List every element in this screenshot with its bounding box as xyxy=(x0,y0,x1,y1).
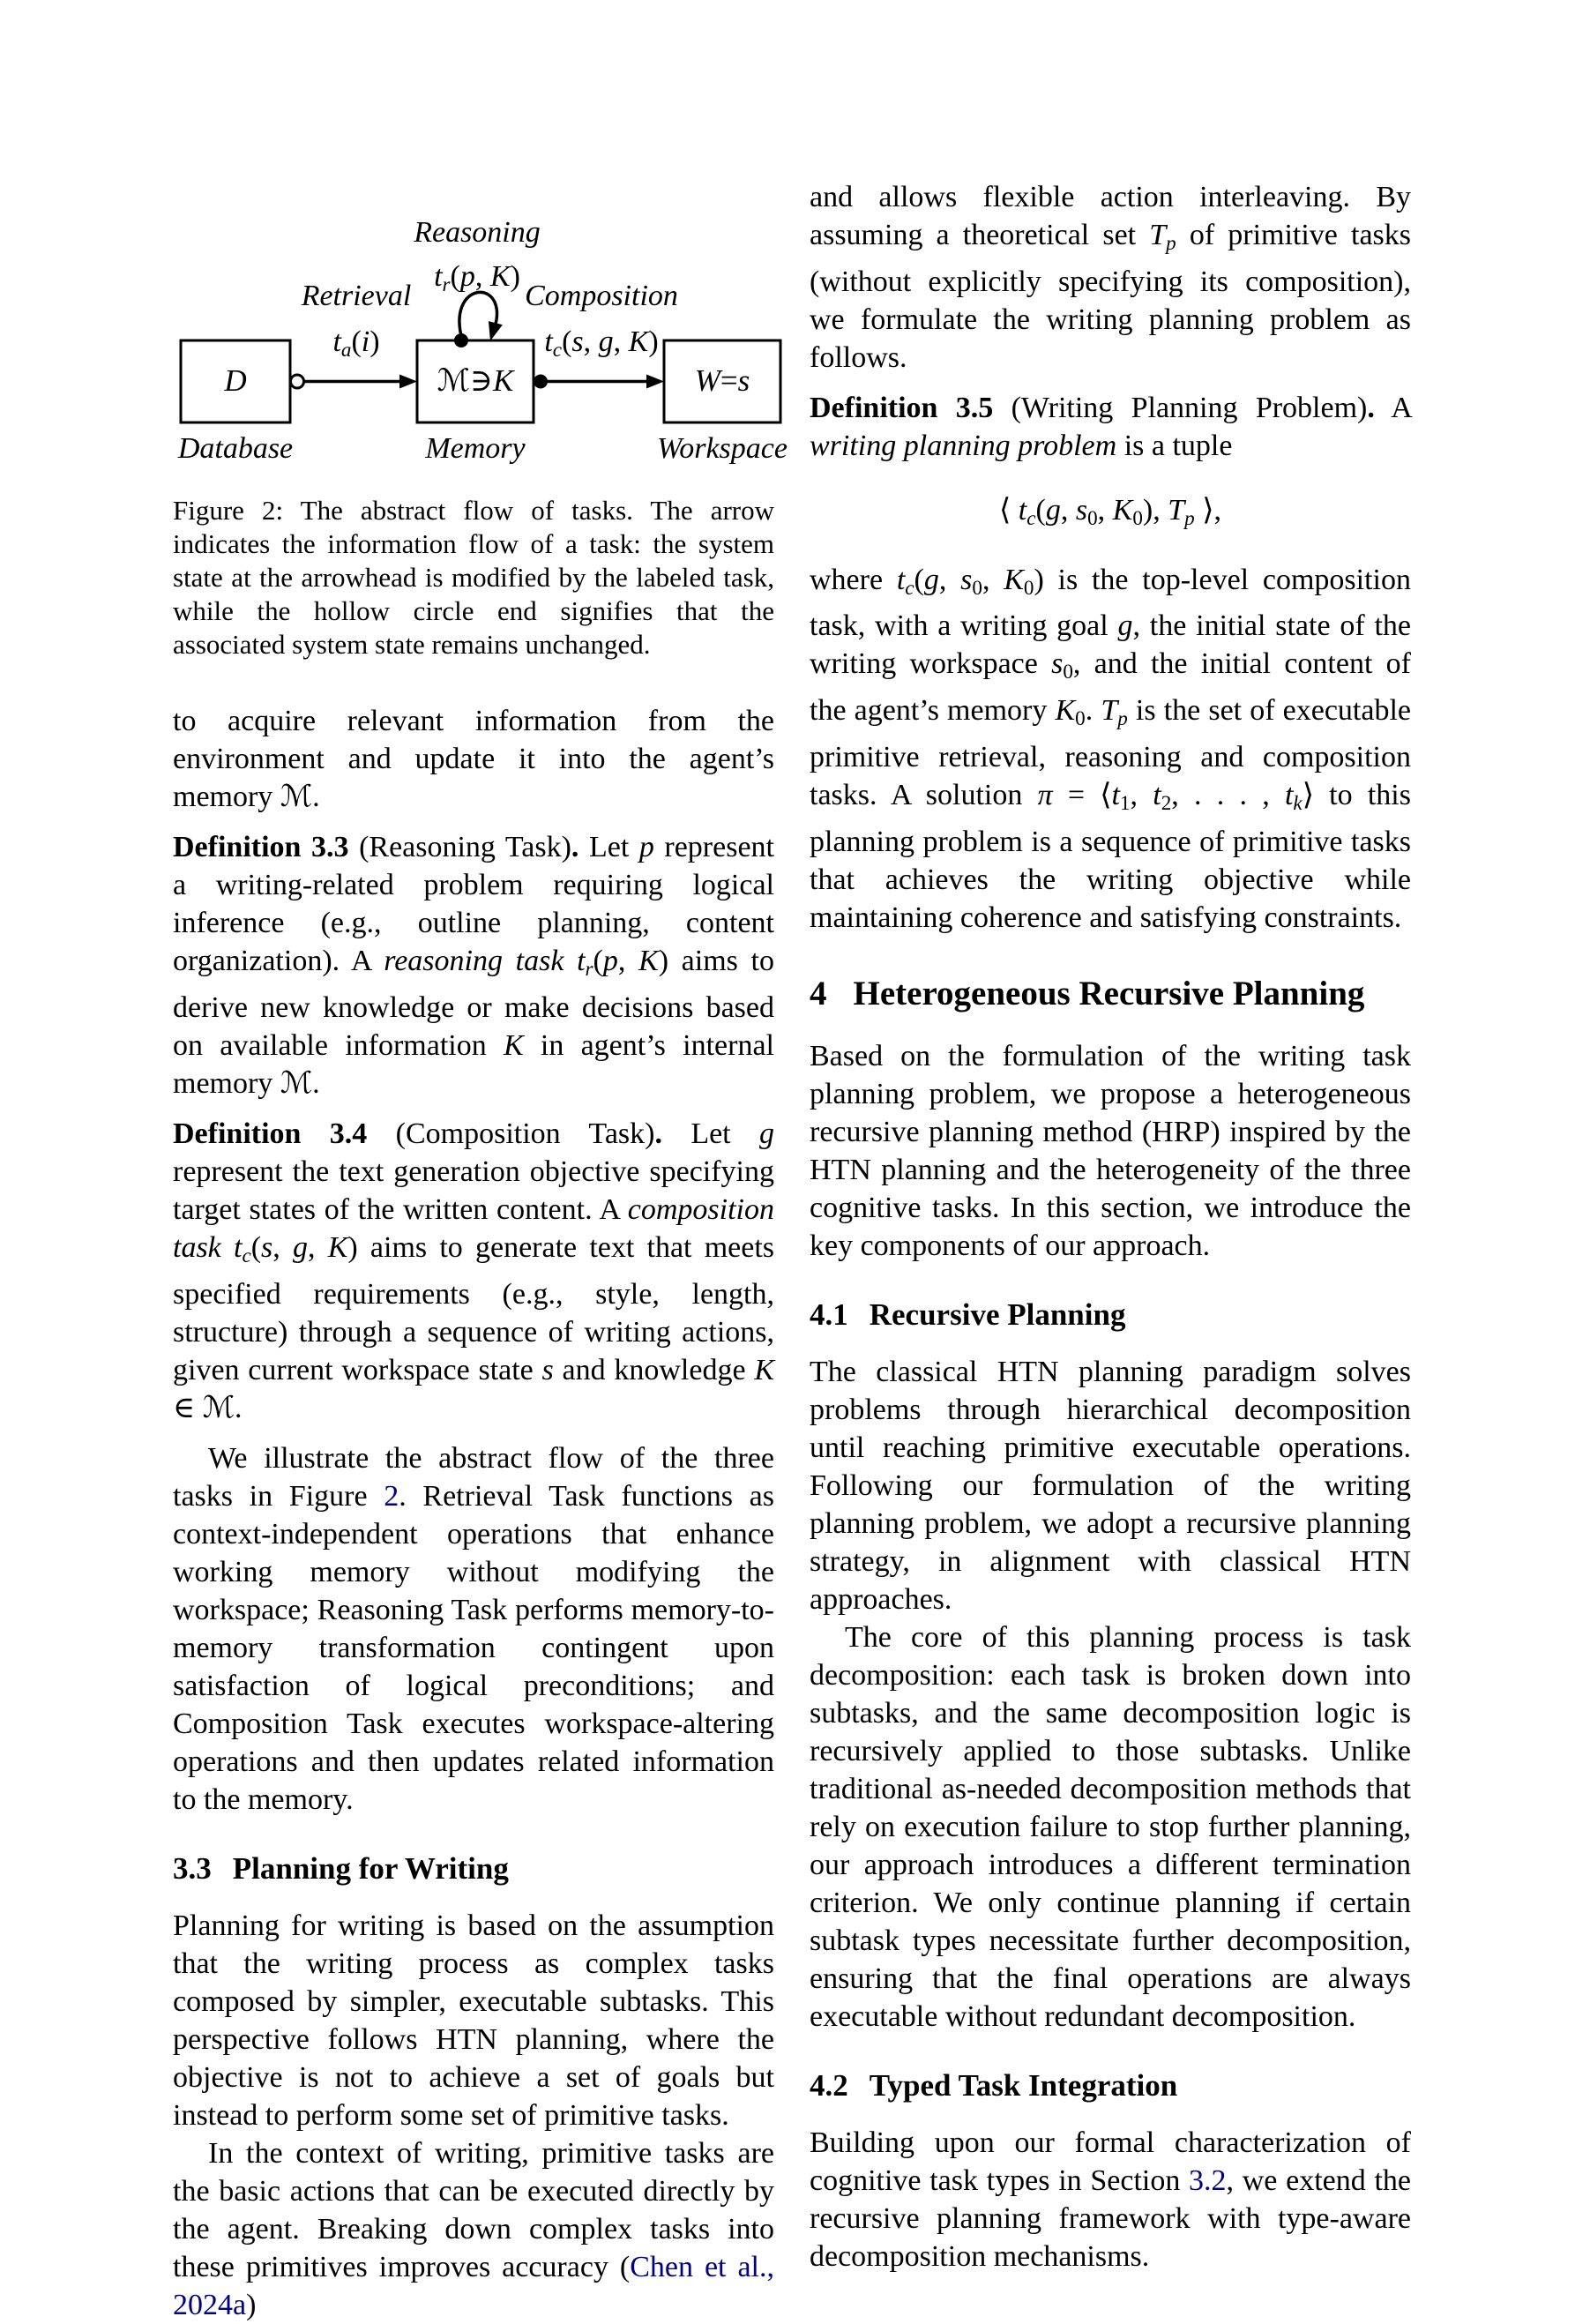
text-run: represent the text generation objective specifying target states of the written content. A xyxy=(173,1155,774,1226)
text-run: aims to derive new knowledge or make decisions based on available information xyxy=(173,945,774,1062)
text-run: r xyxy=(442,273,451,296)
text-run: In the context of writing, primitive tasks are the basic actions that can be executed directly by the agent. Breaking down complex tasks into these primitives improves accuracy ( xyxy=(173,2136,774,2283)
text-run: of primitive tasks (without explicitly specifying its composition), we formulate the writing planning problem as follows. xyxy=(810,219,1411,374)
text-run: a xyxy=(340,338,352,362)
text-run: Let xyxy=(578,831,639,863)
text-run: , xyxy=(272,1230,293,1264)
composition-edge-formula xyxy=(504,325,698,362)
text-run: , . . . , xyxy=(1171,778,1285,811)
text-run: p xyxy=(459,260,475,293)
text-run: π xyxy=(1037,778,1053,811)
text-run: ∋ xyxy=(470,363,493,399)
text-run: ⟨ xyxy=(999,493,1019,527)
text-run: ) xyxy=(1034,563,1044,596)
text-run: = xyxy=(720,363,738,399)
text-run: K xyxy=(489,260,511,293)
text-run: ∈ ℳ. xyxy=(173,1391,243,1424)
text-run: = ⟨ xyxy=(1052,778,1112,811)
text-run: s xyxy=(1075,493,1088,527)
figure-2-diagram xyxy=(173,212,786,480)
section-heading-4 xyxy=(810,974,1411,1014)
text-run: is the top-level composition task, with a writing goal xyxy=(810,563,1411,643)
text-run: , xyxy=(1097,493,1113,527)
inline-link[interactable]: Chen et al., 2024a xyxy=(173,2250,775,2321)
text-run: aims to generate text that meets specified requirements (e.g., style, length, structure) through a sequence of writing actions, given current workspace state xyxy=(173,1230,775,1386)
text-run: 2 xyxy=(1161,791,1172,815)
text-run: composition task xyxy=(173,1192,774,1264)
text-run: ( xyxy=(351,325,362,358)
text-run: , we extend the recursive planning framework with type-aware decomposition mechanisms. xyxy=(810,2163,1411,2273)
text-run: t xyxy=(1153,778,1161,811)
reasoning-edge-label: Reasoning xyxy=(414,216,541,249)
text-run: ) xyxy=(648,325,659,358)
text-run: g xyxy=(1117,609,1133,643)
paragraph-core-decomposition xyxy=(810,1618,1411,2036)
heading-title: Planning for Writing xyxy=(232,1850,509,1886)
text-run: ) xyxy=(510,260,520,293)
text-run: 1 xyxy=(1119,791,1131,815)
text-run: t xyxy=(1284,778,1294,811)
text-run: c xyxy=(242,1244,251,1267)
text-run: p xyxy=(602,945,618,977)
text-run: t xyxy=(233,1230,243,1264)
text-run: represent a writing-related problem requiring logical inference (e.g., outline planning, content organization). A xyxy=(173,831,774,977)
text-run: , the initial state of the writing workspace xyxy=(810,609,1411,681)
retrieval-edge-formula xyxy=(259,325,453,362)
text-run: 0 xyxy=(1087,506,1098,530)
text-run: , xyxy=(307,1230,328,1264)
paragraph-planning-for-writing xyxy=(173,1907,774,2134)
heading-title: Recursive Planning xyxy=(869,1297,1126,1332)
section-heading-3.3 xyxy=(173,1850,774,1887)
text-run: K xyxy=(1055,694,1076,728)
text-run: g xyxy=(292,1230,308,1264)
text-run: s xyxy=(541,1353,554,1386)
text-run: t xyxy=(434,260,443,293)
text-run: to acquire relevant information from the environment and update it into the agent’s memory ℳ. xyxy=(173,705,774,813)
text-run: ( xyxy=(450,260,460,293)
heading-number: 3.3 xyxy=(173,1850,212,1886)
text-run: , xyxy=(1130,778,1153,811)
text-run: Definition 3.3 xyxy=(173,831,349,863)
text-run: . xyxy=(571,831,579,863)
heading-title: Heterogeneous Recursive Planning xyxy=(853,974,1365,1013)
text-run: ( xyxy=(562,325,572,358)
text-run: s xyxy=(960,563,973,596)
text-run: i xyxy=(361,325,370,358)
text-run: (Reasoning Task) xyxy=(348,831,571,863)
text-run: . xyxy=(1367,391,1375,424)
text-run: k xyxy=(1293,791,1303,815)
text-run: s xyxy=(737,363,750,399)
text-run: , xyxy=(938,563,961,596)
paragraph-we-illustrate xyxy=(173,1439,774,1819)
text-run: t xyxy=(1018,493,1027,527)
heading-title: Typed Task Integration xyxy=(869,2067,1178,2103)
text-run: and allows flexible action interleaving. By assuming a theoretical set xyxy=(810,181,1411,251)
composition-arrowhead-icon xyxy=(646,375,664,389)
text-run: K xyxy=(638,945,659,977)
retrieval-edge-label: Retrieval xyxy=(301,280,412,312)
heading-number: 4 xyxy=(810,974,827,1013)
text-run: g xyxy=(923,563,939,596)
text-run: Planning for writing is based on the assumption that the writing process as complex tasks composed by simpler, executable subtasks. This perspective follows HTN planning, where the objective is not to achieve a set of goals but instead to perform some set of primitive tasks. xyxy=(173,1909,774,2132)
paragraph-retrieval-continuation xyxy=(173,702,774,816)
text-run: . xyxy=(654,1117,662,1150)
text-run: t xyxy=(544,325,553,358)
text-run: ), xyxy=(1142,493,1168,527)
text-run: ) xyxy=(658,945,669,977)
text-run: s xyxy=(1051,647,1064,681)
text-run: p xyxy=(1166,231,1176,255)
text-run: r xyxy=(585,957,593,981)
composition-edge-label: Composition xyxy=(525,280,678,312)
text-run: Definition 3.5 xyxy=(810,391,994,424)
text-run: t xyxy=(577,945,586,977)
paragraph-based-on-formulation xyxy=(810,1037,1411,1265)
text-run: K xyxy=(754,1353,774,1386)
text-run: 0 xyxy=(1063,661,1073,684)
right-column-text xyxy=(810,178,1411,2275)
text-run: K xyxy=(1004,563,1024,596)
definition-3-4 xyxy=(173,1115,774,1427)
text-run: The classical HTN planning paradigm solves problems through hierarchical decomposition until reaching primitive executable operations. Following our formulation of the writing planning problem, we adopt a recursive planning strategy, in alignment with classical HTN approaches. xyxy=(810,1355,1411,1616)
definition-3-3 xyxy=(173,828,774,1102)
text-run: , xyxy=(617,945,638,977)
text-run: c xyxy=(552,338,563,362)
text-run: , xyxy=(982,563,1004,596)
paragraph-classical-htn xyxy=(810,1353,1411,1618)
text-run: T xyxy=(1101,694,1118,728)
text-run: p xyxy=(1117,706,1128,730)
text-run: K xyxy=(628,325,649,358)
inline-link[interactable]: 2 xyxy=(384,1479,399,1513)
text-run: , xyxy=(583,325,599,358)
text-run: Building upon our formal characterization of cognitive task types in Section xyxy=(810,2126,1411,2197)
memory-label: Memory xyxy=(425,432,526,465)
text-run: T xyxy=(1149,219,1167,251)
text-run: ⟩, xyxy=(1194,493,1221,527)
text-run: ( xyxy=(914,563,924,596)
paragraph-in-the-context xyxy=(173,2134,774,2324)
text-run: ) xyxy=(347,1230,358,1264)
hollow-circle-end xyxy=(291,375,304,388)
text-run: where xyxy=(810,563,897,596)
text-run: is the set of executable primitive retrieval, reasoning and composition tasks. A solution xyxy=(810,694,1411,811)
text-run: 0 xyxy=(1023,576,1034,600)
text-run: to this planning problem is a sequence of primitive tasks that achieves the writing objective while maintaining coherence and satisfying constraints. xyxy=(810,778,1411,934)
reasoning-arrowhead-icon xyxy=(489,321,503,340)
definition-3-5 xyxy=(810,389,1411,465)
text-run: 0 xyxy=(1132,506,1143,530)
text-run: p xyxy=(1184,506,1195,530)
text-run: p xyxy=(638,831,654,863)
text-run: and knowledge xyxy=(553,1353,755,1386)
text-run: is a tuple xyxy=(1116,429,1233,462)
text-run: c xyxy=(905,576,914,600)
section-heading-4.2 xyxy=(810,2067,1411,2104)
text-run: ( xyxy=(250,1230,262,1264)
figure-caption xyxy=(173,494,774,661)
retrieval-arrowhead-icon xyxy=(399,375,417,389)
text-run: . xyxy=(1085,694,1101,728)
text-run: T xyxy=(1168,493,1185,527)
left-column xyxy=(173,0,788,2324)
text-run: 0 xyxy=(972,576,982,600)
text-run: , and the initial content of the agent’s memory xyxy=(810,647,1411,728)
text-run: K xyxy=(327,1230,348,1264)
text-run: g xyxy=(759,1117,774,1150)
database-label: Database xyxy=(177,432,294,465)
text-run: ⟩ xyxy=(1302,778,1314,811)
text-run: t xyxy=(896,563,906,596)
paragraph-where-tuple xyxy=(810,561,1411,937)
text-run: , xyxy=(613,325,629,358)
text-run: Figure 2: The abstract flow of tasks. The arrow indicates the information flow of a task: the system state at the arrowhead is modified by the labeled task, while the hollow circle end signifies that the associated system state remains unchanged. xyxy=(173,495,774,660)
text-run: 0 xyxy=(1075,706,1086,730)
text-run: ) xyxy=(369,325,380,358)
heading-number: 4.1 xyxy=(810,1297,848,1332)
text-run: , xyxy=(1060,493,1076,527)
right-column xyxy=(810,178,1411,2275)
text-run: D xyxy=(224,363,247,399)
text-run: g xyxy=(598,325,614,358)
heading-number: 4.2 xyxy=(810,2067,848,2103)
equation-writing-planning-tuple xyxy=(810,491,1411,538)
inline-link[interactable]: 3.2 xyxy=(1189,2163,1227,2197)
text-run: Definition 3.4 xyxy=(173,1117,368,1150)
left-column-text xyxy=(173,494,774,2324)
text-run: writing planning problem xyxy=(810,429,1117,462)
text-run: ) xyxy=(246,2288,257,2321)
text-run: c xyxy=(1026,506,1036,530)
text-run: A xyxy=(1374,391,1411,424)
text-run: K xyxy=(503,1028,524,1062)
text-run: in agent’s internal memory ℳ. xyxy=(173,1028,774,1100)
text-run: K xyxy=(1112,493,1133,527)
text-run: (Writing Planning Problem) xyxy=(993,391,1368,424)
text-run: g xyxy=(1045,493,1061,527)
text-run: s xyxy=(571,325,584,358)
text-run: W xyxy=(694,363,720,399)
text-run: s xyxy=(261,1230,273,1264)
text-run: (Composition Task) xyxy=(367,1117,655,1150)
text-run: t xyxy=(1111,778,1120,811)
text-run: Let xyxy=(661,1117,759,1150)
text-run: K xyxy=(493,363,514,399)
text-run: ( xyxy=(1035,493,1046,527)
section-heading-4.1 xyxy=(810,1297,1411,1334)
text-run: , xyxy=(474,260,490,293)
text-run: Based on the formulation of the writing task planning problem, we propose a heterogeneous recursive planning method (HRP) inspired by the HTN planning and the heterogeneity of the three cognitive tasks. In this section, we introduce the key components of our approach. xyxy=(810,1039,1411,1262)
workspace-label: Workspace xyxy=(657,432,788,465)
paragraph-and-allows xyxy=(810,178,1411,377)
text-run: t xyxy=(332,325,341,358)
paragraph-building-upon xyxy=(810,2124,1411,2275)
text-run: We illustrate the abstract flow of the three tasks in Figure xyxy=(173,1441,774,1513)
text-run: The core of this planning process is task decomposition: each task is broken down into subtasks, and the same decomposition logic is recursively applied to those subtasks. Unlike traditional as-needed decomposition methods that rely on execution failure to stop further planning, our approach introduces a different termination criterion. We only continue planning if certain subtask types necessitate further decomposition, ensuring that the final operations are always executable without redundant decomposition. xyxy=(810,1620,1411,2033)
text-run: . Retrieval Task functions as context-independent operations that enhance working memory without modifying the workspace; Reasoning Task performs memory-to-memory transformation contingent upon satisfaction of logical preconditions; and Composition Task executes workspace-altering operations and then updates related information to the memory. xyxy=(173,1479,774,1816)
text-run: ( xyxy=(593,945,603,977)
text-run: reasoning task xyxy=(384,945,578,977)
text-run: ℳ xyxy=(437,363,471,399)
